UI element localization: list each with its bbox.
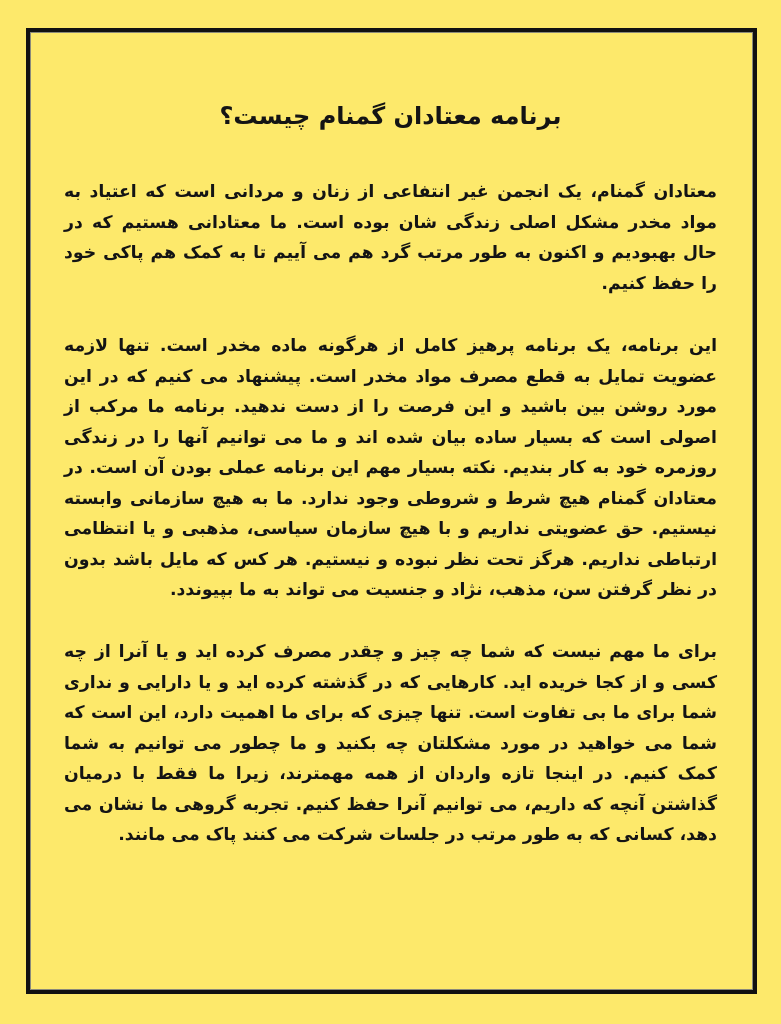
paragraph-program-description: این برنامه، یک برنامه پرهیز کامل از هرگونه ماده مخدر است. تنها لازمه عضویت تمایل به قطع مصرف مواد مخدر است. پیشنهاد می کنیم که در این مورد روشن بین باشید و این فرصت را از دست ندهید. برنامه ما مرکب از اصولی است که بسیار ساده بیان شده اند و ما می توانیم آنها را در زندگی روزمره خود به کار بندیم. نکته بسیار مهم این برنامه عملی بودن آن است. در معتادان گمنام هیچ شرط و شروطی وجود ندارد. ما به هیچ سازمانی وابسته نیستیم. حق عضویتی نداریم و با هیچ سازمان سیاسی، مذهبی و یا انتظامی ارتباطی نداریم. هرگز تحت نظر نبوده و نیستیم. هر کس که مایل باشد بدون در نظر گرفتن سن، مذهب، نژاد و جنسیت می تواند به ما بپیوندد. [64,336,717,600]
paragraph-introduction: معتادان گمنام، یک انجمن غیر انتفاعی از زنان و مردانی است که اعتیاد به مواد مخدر مشکل اصلی زندگی شان بوده است. ما معتادانی هستیم که در حال بهبودیم و اکنون به طور مرتب گرد هم می آییم تا به کمک هم پاکی خود را حفظ کنیم. [64,182,717,294]
page-title: برنامه معتادان گمنام چیست؟ [219,102,562,130]
paragraph-newcomers: برای ما مهم نیست که شما چه چیز و چقدر مصرف کرده اید و یا آنرا از چه کسی و از کجا خریده اید. کارهایی که در گذشته کرده اید و یا دارایی و نداری شما برای ما بی تفاوت است. تنها چیزی که برای ما اهمیت دارد، این است که شما می خواهید در مورد مشکلتان چه بکنید و ما چطور می توانیم به شما کمک کنیم. در اینجا تازه واردان از همه مهمترند، زیرا ما فقط با درمیان گذاشتن آنچه که داریم، می توانیم آنرا حفظ کنیم. تجربه گروهی ما نشان می دهد، کسانی که به طور مرتب در جلسات شرکت می کنند پاک می مانند. [64,642,717,845]
